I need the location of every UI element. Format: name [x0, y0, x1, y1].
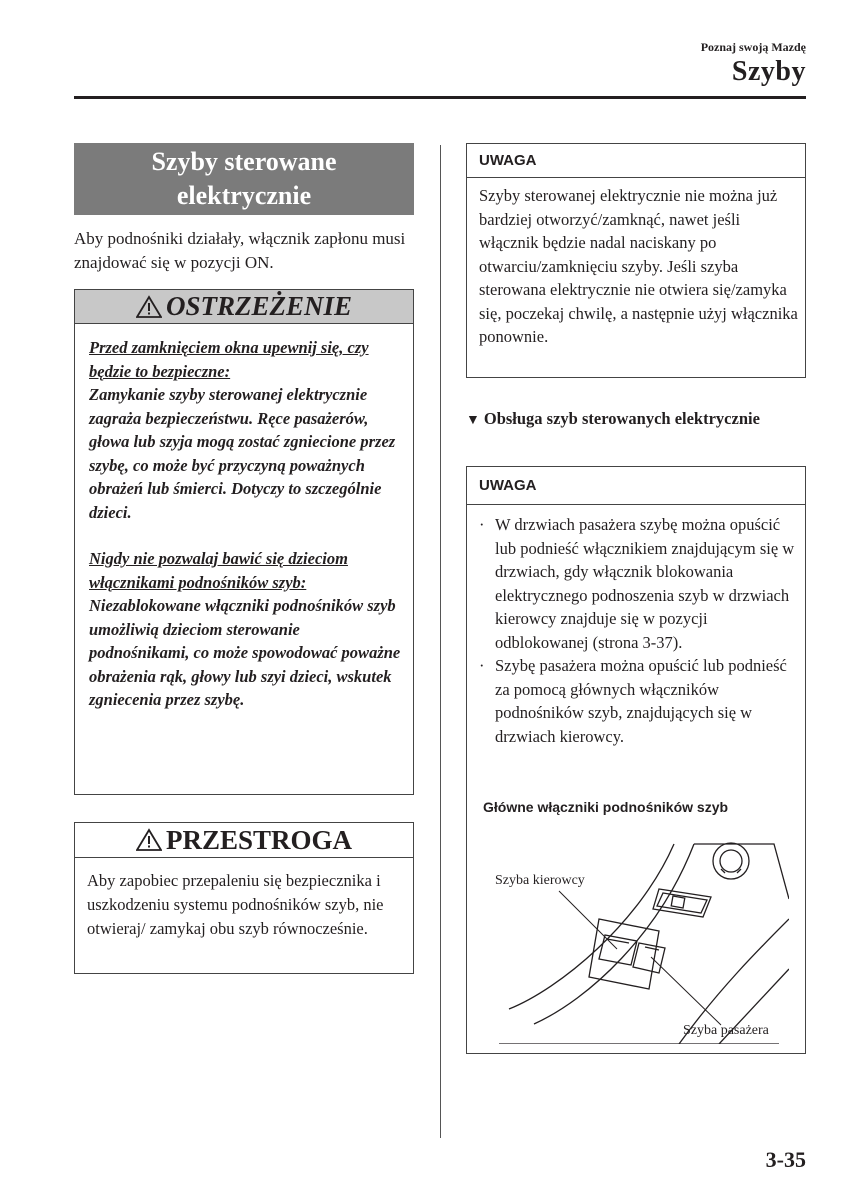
- note-body: Szyby sterowanej elektrycznie nie można już bardziej otworzyć/zamknąć, nawet jeśli włącznik będzie nadal naciskany po otwarciu/zamknięciu szyby. Jeśli szyba sterowana elektrycznie nie otwiera się/zamyka się, poczekaj chwilę, a następnie użyj włącznika ponownie.: [479, 186, 798, 346]
- section-title-line2: elektrycznie: [176, 181, 312, 210]
- caution-body: Aby zapobiec przepaleniu się bezpiecznika i uszkodzeniu systemu podnośników szyb, nie otwieraj/ zamykaj obu szyb równocześnie.: [87, 871, 384, 938]
- subsection-heading-text: Obsługa szyb sterowanych elektrycznie: [483, 409, 760, 428]
- note-box-1: [466, 143, 806, 378]
- caution-box: [74, 822, 414, 974]
- section-title-line1: Szyby sterowane: [151, 147, 337, 176]
- warning-triangle-icon: [136, 295, 162, 319]
- warning-p1-title: Przed zamknięciem okna upewnij się, czy będzie to bezpieczne:: [89, 338, 369, 381]
- label-driver-window: Szyba kierowcy: [495, 873, 585, 888]
- figure-caption: Główne włączniki podnośników szyb: [483, 799, 729, 815]
- warning-body: [89, 336, 404, 712]
- bullet-item: [479, 654, 795, 748]
- triangle-down-icon: ▼: [466, 413, 480, 428]
- bullet-text: W drzwiach pasażera szybę można opuścić lub podnieść włącznikiem znajdującym się w drzwiach, gdy włącznik blokowania elektrycznego podnoszenia szyb w drzwiach kierowcy znajduje się w pozycji odblokowanej (strona 3-37).: [495, 515, 795, 652]
- warning-triangle-icon: [136, 828, 162, 852]
- section-title: [74, 143, 414, 215]
- note-bullets: [479, 513, 795, 748]
- label-passenger-window: Szyba pasażera: [683, 1023, 769, 1038]
- warning-heading: [75, 290, 413, 324]
- subsection-heading: [466, 407, 806, 433]
- bullet-item: [479, 513, 795, 654]
- note-heading: UWAGA: [467, 144, 805, 178]
- bullet-dot: ·: [479, 515, 485, 534]
- warning-box: [74, 289, 414, 795]
- warning-p2-title: Nigdy nie pozwalaj bawić się dzieciom włącznikami podnośników szyb:: [89, 549, 348, 592]
- warning-heading-text: OSTRZEŻENIE: [165, 291, 353, 321]
- header-rule: [74, 96, 806, 99]
- intro-paragraph: Aby podnośniki działały, włącznik zapłonu musi znajdować się w pozycji ON.: [74, 229, 406, 272]
- warning-p2-text: Niezablokowane włączniki podnośników szyb umożliwią dzieciom sterowanie podnośnikami, co może spowodować poważne obrażenia rąk, głowy lub szyi dzieci, wskutek zgniecenia przez szybę.: [89, 596, 401, 709]
- note-heading: UWAGA: [467, 467, 805, 505]
- caution-heading-text: PRZESTROGA: [165, 824, 353, 855]
- running-header-title: Szyby: [731, 56, 806, 87]
- bullet-text: Szybę pasażera można opuścić lub podnieść za pomocą głównych włączników podnośników szyb, znajdujących się w drzwiach kierowcy.: [495, 656, 787, 746]
- column-divider: [440, 145, 441, 1138]
- page-number: 3-35: [765, 1147, 806, 1172]
- running-header-section: Poznaj swoją Mazdę: [700, 40, 806, 54]
- bullet-dot: ·: [479, 656, 485, 675]
- note-box-2: [466, 466, 806, 1054]
- warning-p1-text: Zamykanie szyby sterowanej elektrycznie zagraża bezpieczeństwu. Ręce pasażerów, głowa lub szyja mogą zostać zgniecione przez szybę, co może być przyczyną poważnych obrażeń lub śmierci. Dotyczy to szczególnie dzieci.: [89, 385, 396, 522]
- window-switch-illustration: [489, 839, 789, 1044]
- caution-heading: [75, 823, 413, 858]
